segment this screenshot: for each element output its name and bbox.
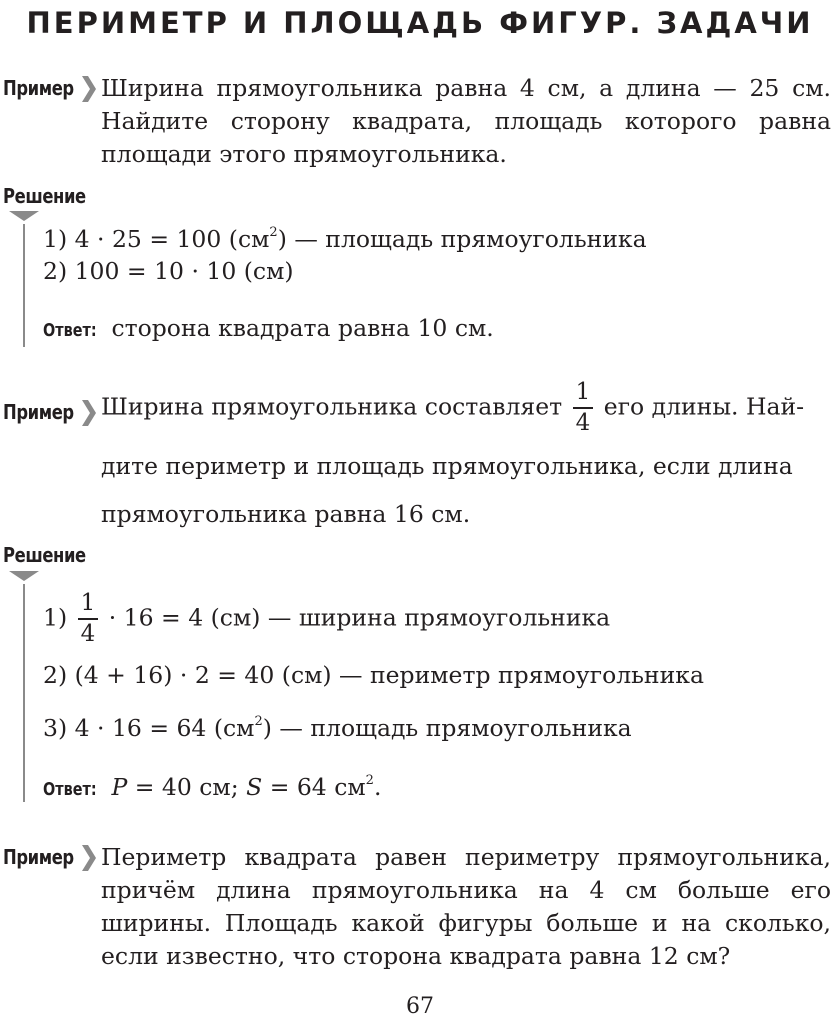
solution-label: Решение <box>3 184 86 208</box>
solution-step: 2) 100 = 10 · 10 (см) <box>43 257 294 285</box>
example-label: Пример <box>3 400 74 424</box>
solution-step: 3) 4 · 16 = 64 $(см^2)$ — площадь прямоугольника <box>43 714 632 742</box>
example-text: Периметр квадрата равен периметру прямоугольника, причём длина прямоугольника на 4 см больше его ширины. Площадь какой фигуры больше и на сколько, если известно, что сторона квадрата равна 12 см? <box>101 843 831 970</box>
example-label: Пример <box>3 845 74 869</box>
solution-bar <box>23 584 25 802</box>
solution-step: 1) 4 · 25 = 100 $(см^2)$ — площадь прямоугольника <box>43 225 647 253</box>
fraction: $\frac{1}{4}$ <box>78 592 99 646</box>
example-text-line: дите периметр и площадь прямоугольника, если длина <box>101 452 793 480</box>
answer-label: Ответ: <box>43 320 97 341</box>
fraction: $\frac{1}{4}$ <box>573 381 594 435</box>
solution-step: 1) $\frac{1}{4}$ · 16 = 4 (см) — ширина прямоугольника <box>43 590 611 647</box>
answer-line: Ответ: P = 40 см; S = 64 $см^2$. <box>43 773 382 801</box>
answer-line: Ответ: сторона квадрата равна 10 см. <box>43 314 494 342</box>
arrow-marker-icon <box>82 400 96 426</box>
page-title: ПЕРИМЕТР И ПЛОЩАДЬ ФИГУР. ЗАДАЧИ <box>26 6 814 40</box>
example-text-line: Ширина прямоугольника составляет $\frac{1}{4}$ его длины. Най- <box>101 379 805 436</box>
solution-marker-icon <box>9 571 39 581</box>
example-text: Ширина прямоугольника равна 4 см, а длина — 25 см. Найдите сторону квадрата, площадь которого равна площади этого прямоугольника. <box>101 74 831 168</box>
solution-marker-icon <box>9 211 39 221</box>
answer-label: Ответ: <box>43 779 97 800</box>
page-number: 67 <box>406 994 434 1019</box>
example-label: Пример <box>3 76 74 100</box>
solution-label: Решение <box>3 543 86 567</box>
example-text-line: прямоугольника равна 16 см. <box>101 500 471 528</box>
arrow-marker-icon <box>82 845 96 871</box>
arrow-marker-icon <box>82 76 96 102</box>
solution-bar <box>23 224 25 347</box>
solution-step: 2) (4 + 16) · 2 = 40 (см) — периметр прямоугольника <box>43 661 704 689</box>
